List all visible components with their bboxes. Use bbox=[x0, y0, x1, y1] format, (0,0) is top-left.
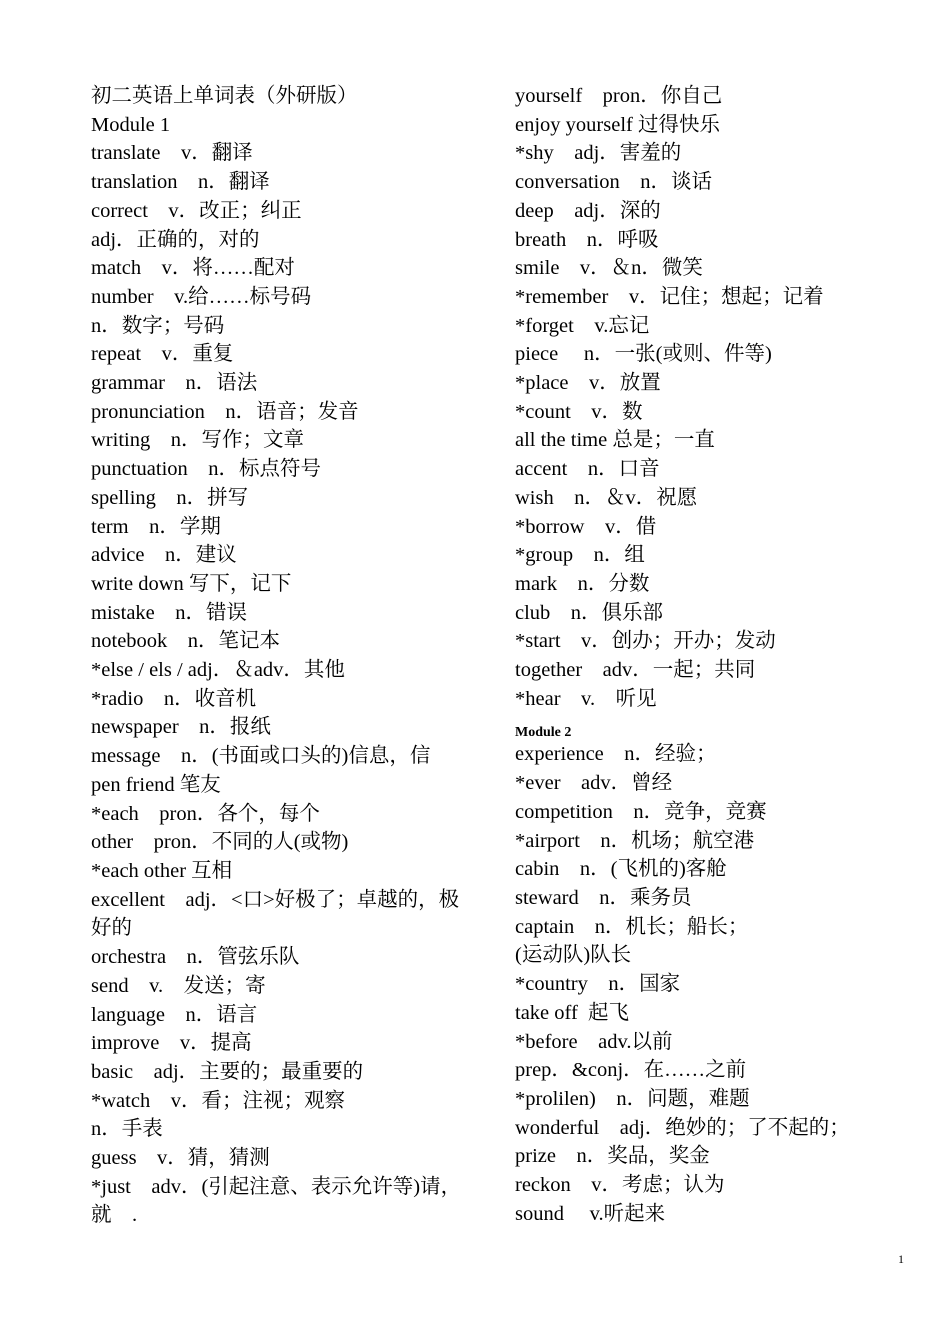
vocab-line: (运动队)队长 bbox=[515, 944, 632, 967]
vocab-line: mark n．分数 bbox=[515, 572, 650, 595]
vocab-line: pen friend 笔友 bbox=[91, 773, 221, 796]
vocab-line: number v.给……标号码 bbox=[91, 285, 312, 308]
vocab-line: 就 . bbox=[91, 1204, 138, 1227]
vocab-line: deep adj．深的 bbox=[515, 199, 661, 222]
vocab-line: *remember v．记住；想起；记着 bbox=[515, 285, 824, 308]
vocab-line: *count v．数 bbox=[515, 400, 643, 423]
vocab-line: advice n．建议 bbox=[91, 544, 237, 567]
vocab-line: reckon v．考虑；认为 bbox=[515, 1174, 725, 1197]
vocab-line: *each pron．各个，每个 bbox=[91, 802, 320, 825]
vocab-line: *forget v.忘记 bbox=[515, 314, 650, 337]
vocab-line: mistake n．错误 bbox=[91, 601, 248, 624]
page-number: 1 bbox=[898, 1252, 904, 1266]
vocab-line: enjoy yourself 过得快乐 bbox=[515, 113, 720, 136]
vocab-line: writing n．写作；文章 bbox=[91, 429, 304, 452]
vocab-line: prize n．奖品，奖金 bbox=[515, 1145, 710, 1168]
vocab-line: newspaper n．报纸 bbox=[91, 716, 271, 739]
vocab-line: cabin n．(飞机的)客舱 bbox=[515, 858, 727, 881]
vocab-line: *ever adv．曾经 bbox=[515, 772, 673, 795]
vocab-line: *shy adj．害羞的 bbox=[515, 142, 682, 165]
vocab-line: smile v．＆n．微笑 bbox=[515, 257, 703, 280]
vocab-line: send v. 发送；寄 bbox=[91, 974, 266, 997]
vocab-line: correct v．改正；纠正 bbox=[91, 199, 302, 222]
vocab-line: piece n．一张(或则、件等) bbox=[515, 343, 772, 366]
vocab-line: wonderful adj．绝妙的；了不起的； bbox=[515, 1116, 850, 1139]
vocab-line: experience n．经验； bbox=[515, 743, 717, 766]
vocab-line: *place v．放置 bbox=[515, 372, 661, 395]
vocab-line: accent n．口音 bbox=[515, 458, 660, 481]
vocab-line: *country n．国家 bbox=[515, 973, 681, 996]
vocab-line: competition n．竞争，竞赛 bbox=[515, 800, 767, 823]
vocab-line: notebook n．笔记本 bbox=[91, 630, 281, 653]
vocab-line: *hear v. 听见 bbox=[515, 687, 657, 710]
vocab-line: prep．&conj．在……之前 bbox=[515, 1059, 747, 1082]
vocab-line: together adv．一起；共同 bbox=[515, 659, 756, 682]
vocab-line: 初二英语上单词表（外研版） bbox=[91, 85, 358, 107]
vocab-line: *prolilen) n．问题，难题 bbox=[515, 1087, 750, 1110]
vocab-line: *else / els / adj．＆adv．其他 bbox=[91, 659, 345, 682]
vocab-line: steward n．乘务员 bbox=[515, 886, 692, 909]
left-column bbox=[91, 82, 491, 1230]
vocab-line: translation n．翻译 bbox=[91, 171, 270, 194]
vocab-line: *radio n．收音机 bbox=[91, 687, 257, 710]
vocab-line: adj．正确的，对的 bbox=[91, 228, 260, 251]
right-column-part2 bbox=[515, 740, 895, 1228]
vocab-line: pronunciation n．语音；发音 bbox=[91, 400, 359, 423]
vocab-line: basic adj．主要的；最重要的 bbox=[91, 1060, 364, 1083]
vocab-line: match v．将……配对 bbox=[91, 257, 295, 280]
vocab-line: punctuation n．标点符号 bbox=[91, 458, 322, 481]
right-column bbox=[515, 82, 895, 1228]
vocab-line: *group n．组 bbox=[515, 544, 645, 567]
vocab-line: write down 写下，记下 bbox=[91, 572, 292, 595]
vocab-line: Module 1 bbox=[91, 113, 171, 136]
vocab-line: term n．学期 bbox=[91, 515, 221, 538]
vocab-line: n．数字；号码 bbox=[91, 314, 225, 337]
vocab-line: *airport n．机场；航空港 bbox=[515, 829, 755, 852]
vocab-line: conversation n．谈话 bbox=[515, 171, 712, 194]
vocab-line: n．手表 bbox=[91, 1118, 163, 1141]
vocab-line: *just adv．(引起注意、表示允许等)请， bbox=[91, 1175, 462, 1198]
vocab-line: orchestra n．管弦乐队 bbox=[91, 946, 300, 969]
vocab-line: wish n．＆v．祝愿 bbox=[515, 486, 698, 509]
vocab-line: *borrow v．借 bbox=[515, 515, 657, 538]
vocab-line: 好的 bbox=[91, 917, 132, 940]
vocab-line: *start v．创办；开办；发动 bbox=[515, 630, 776, 653]
vocab-line: take off 起飞 bbox=[515, 1001, 630, 1024]
vocab-line: repeat v．重复 bbox=[91, 343, 234, 366]
right-column-part1 bbox=[515, 82, 895, 713]
vocab-line: club n．俱乐部 bbox=[515, 601, 664, 624]
vocab-line: improve v．提高 bbox=[91, 1032, 252, 1055]
vocab-line: sound v.听起来 bbox=[515, 1202, 666, 1225]
vocab-line: message n．(书面或口头的)信息，信 bbox=[91, 745, 431, 768]
vocab-line: other pron．不同的人(或物) bbox=[91, 831, 349, 854]
vocab-line: yourself pron．你自己 bbox=[515, 85, 723, 107]
vocab-line: all the time 总是；一直 bbox=[515, 429, 715, 452]
vocab-line: grammar n．语法 bbox=[91, 372, 258, 395]
vocab-line: spelling n．拼写 bbox=[91, 486, 249, 509]
vocab-line: excellent adj．<口>好极了；卓越的，极 bbox=[91, 888, 460, 911]
vocab-line: *before adv.以前 bbox=[515, 1030, 673, 1053]
vocab-line: *watch v．看；注视；观察 bbox=[91, 1089, 345, 1112]
vocab-line: *each other 互相 bbox=[91, 859, 233, 882]
module-2-heading: Module 2 bbox=[515, 725, 572, 741]
vocab-line: translate v．翻译 bbox=[91, 142, 253, 165]
vocab-line: language n．语言 bbox=[91, 1003, 258, 1026]
vocab-line: breath n．呼吸 bbox=[515, 228, 659, 251]
vocab-line: guess v．猜，猜测 bbox=[91, 1147, 270, 1170]
vocab-line: captain n．机长；船长； bbox=[515, 915, 749, 938]
